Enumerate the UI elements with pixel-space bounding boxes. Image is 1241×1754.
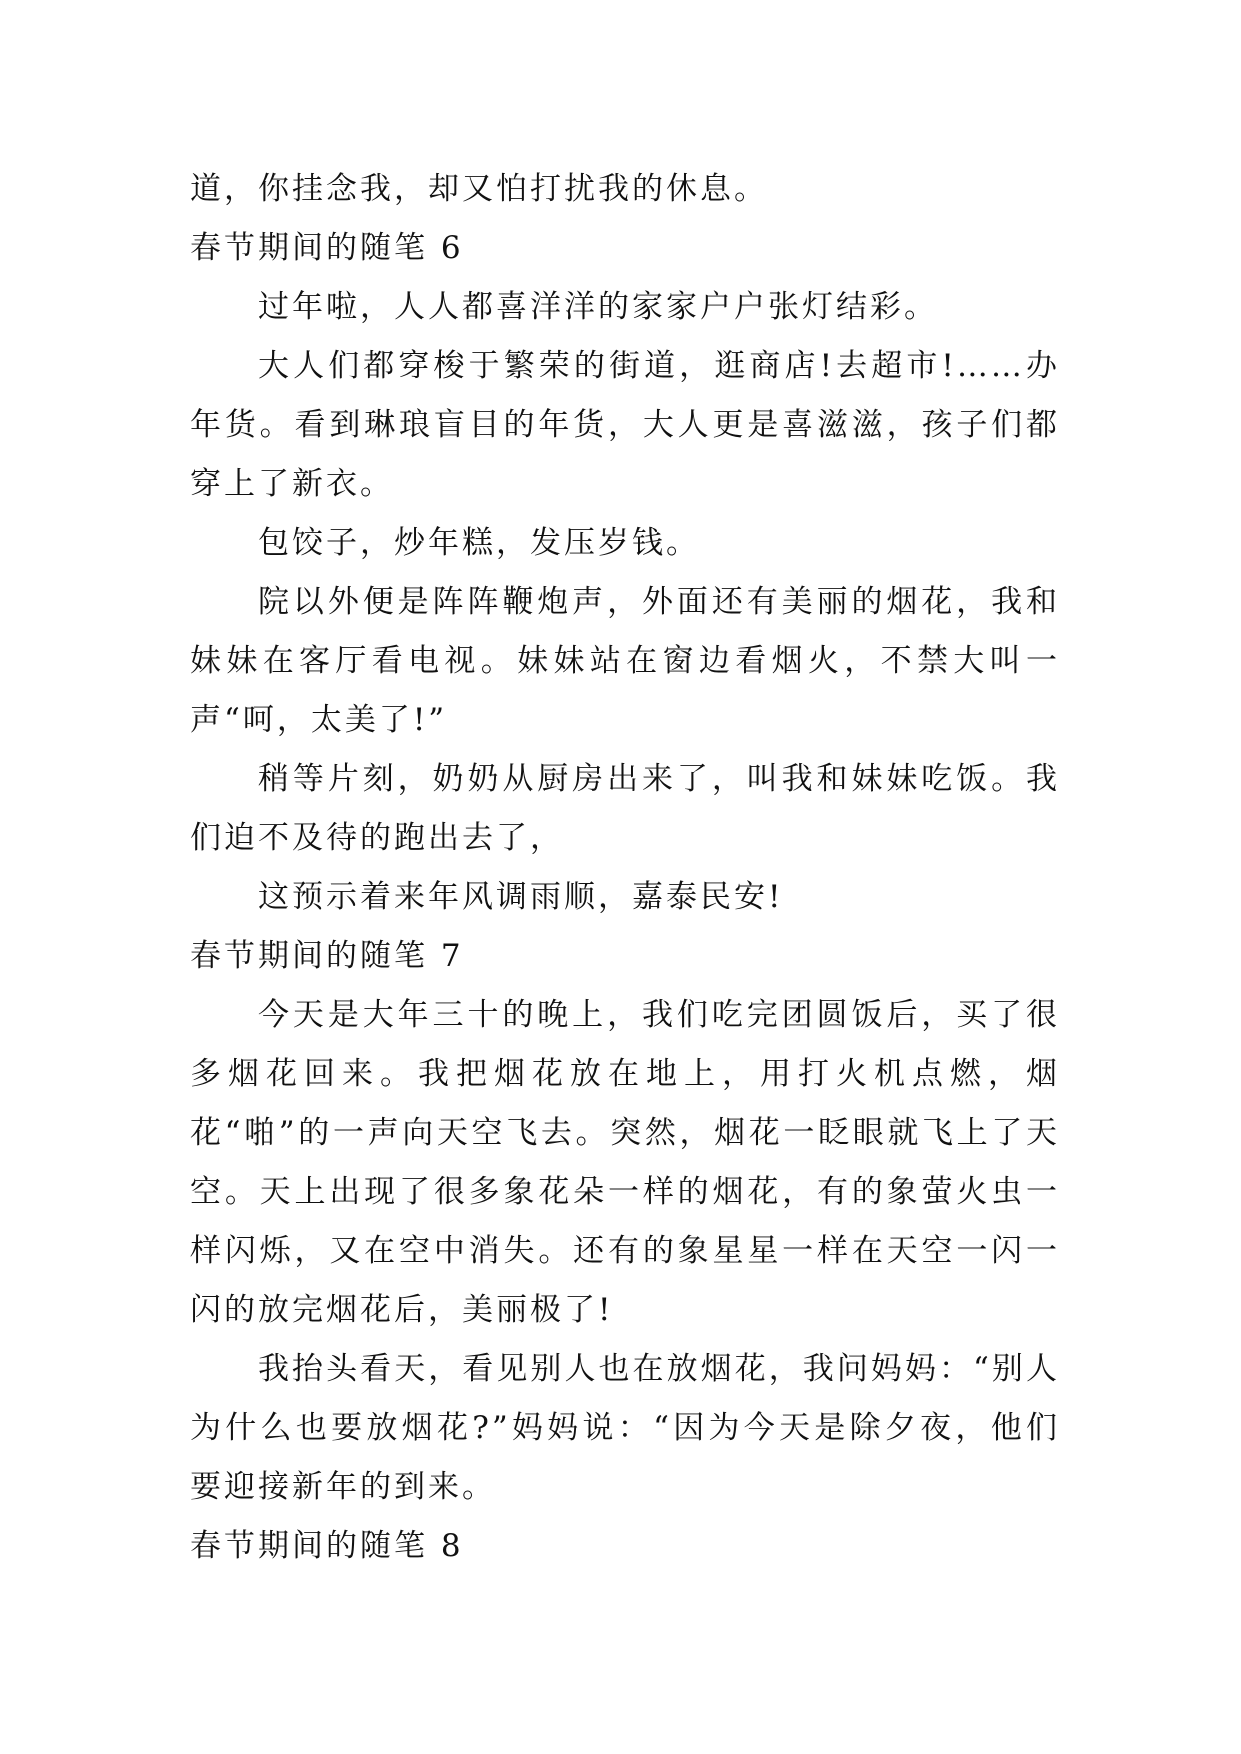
paragraph-continuation: 道，你挂念我，却又怕打扰我的休息。	[190, 171, 768, 207]
section-heading-8: 春节期间的随笔 8	[190, 1528, 464, 1564]
paragraph: 我抬头看天，看见别人也在放烟花，我问妈妈：“别人为什么也要放烟花?”妈妈说：“因为今天是除夕夜，他们要迎接新年的到来。	[190, 1351, 1060, 1505]
document-body	[190, 160, 1060, 1576]
paragraph: 大人们都穿梭于繁荣的街道，逛商店!去超市!……办年货。看到琳琅盲目的年货，大人更是喜滋滋，孩子们都穿上了新衣。	[190, 348, 1060, 502]
paragraph: 包饺子，炒年糕，发压岁钱。	[258, 525, 700, 561]
paragraph: 院以外便是阵阵鞭炮声，外面还有美丽的烟花，我和妹妹在客厅看电视。妹妹站在窗边看烟火，不禁大叫一声“呵，太美了!”	[190, 584, 1060, 738]
paragraph: 稍等片刻，奶奶从厨房出来了，叫我和妹妹吃饭。我们迫不及待的跑出去了，	[190, 761, 1060, 856]
section-heading-7: 春节期间的随笔 7	[190, 938, 464, 974]
section-heading-6: 春节期间的随笔 6	[190, 230, 464, 266]
paragraph: 这预示着来年风调雨顺，嘉泰民安!	[258, 879, 784, 915]
paragraph: 今天是大年三十的晚上，我们吃完团圆饭后，买了很多烟花回来。我把烟花放在地上，用打火机点燃，烟花“啪”的一声向天空飞去。突然，烟花一眨眼就飞上了天空。天上出现了很多象花朵一样的烟花，有的象萤火虫一样闪烁，又在空中消失。还有的象星星一样在天空一闪一闪的放完烟花后，美丽极了!	[190, 997, 1060, 1328]
paragraph: 过年啦，人人都喜洋洋的家家户户张灯结彩。	[258, 289, 938, 325]
